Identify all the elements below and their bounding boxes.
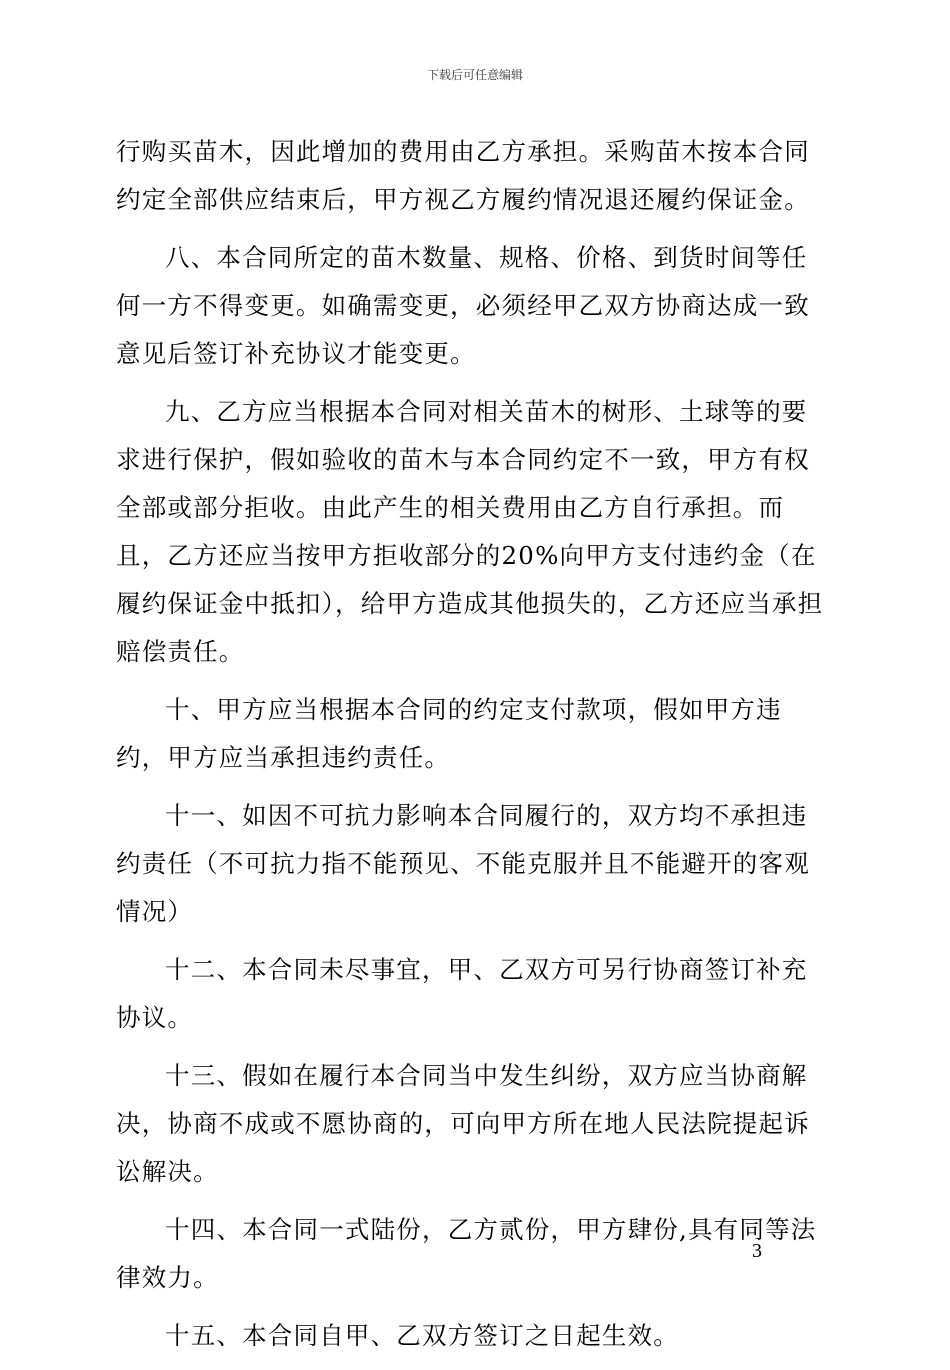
page-header: 下载后可任意编辑 (426, 68, 523, 82)
page-number: 3 (752, 1240, 762, 1262)
paragraph-continuation: 行购买苗木，因此增加的费用由乙方承担。采购苗木按本合同约定全部供应结束后，甲方视乙方履约情况退还履约保证金。 (116, 137, 810, 214)
paragraph-clause-13: 十三、假如在履行本合同当中发生纠纷，双方应当协商解决，协商不成或不愿协商的，可向甲方所在地人民法院提起诉讼解决。 (116, 1061, 810, 1186)
paragraph-clause-9: 九、乙方应当根据本合同对相关苗木的树形、土球等的要求进行保护，假如验收的苗木与本合同约定不一致，甲方有权全部或部分拒收。由此产生的相关费用由乙方自行承担。而且，乙方还应当按甲方拒收部分的20%向甲方支付违约金（在履约保证金中抵扣），给甲方造成其他损失的，乙方还应当承担赔偿责任。 (116, 397, 824, 666)
paragraph-clause-14: 十四、本合同一式陆份，乙方贰份，甲方肆份,具有同等法律效力。 (116, 1215, 817, 1292)
paragraph-clause-15: 十五、本合同自甲、乙双方签订之日起生效。 (165, 1321, 679, 1350)
paragraph-clause-10: 十、甲方应当根据本合同的约定支付款项，假如甲方违约，甲方应当承担违约责任。 (116, 695, 782, 772)
paragraph-clause-8: 八、本合同所定的苗木数量、规格、价格、到货时间等任何一方不得变更。如确需变更，必须经甲乙双方协商达成一致意见后签订补充协议才能变更。 (116, 243, 810, 368)
paragraph-clause-12: 十二、本合同未尽事宜，甲、乙双方可另行协商签订补充协议。 (116, 955, 808, 1032)
document-body (116, 128, 832, 1370)
paragraph-clause-11: 十一、如因不可抗力影响本合同履行的，双方均不承担违约责任（不可抗力指不能预见、不能克服并且不能避开的客观情况） (116, 801, 810, 926)
